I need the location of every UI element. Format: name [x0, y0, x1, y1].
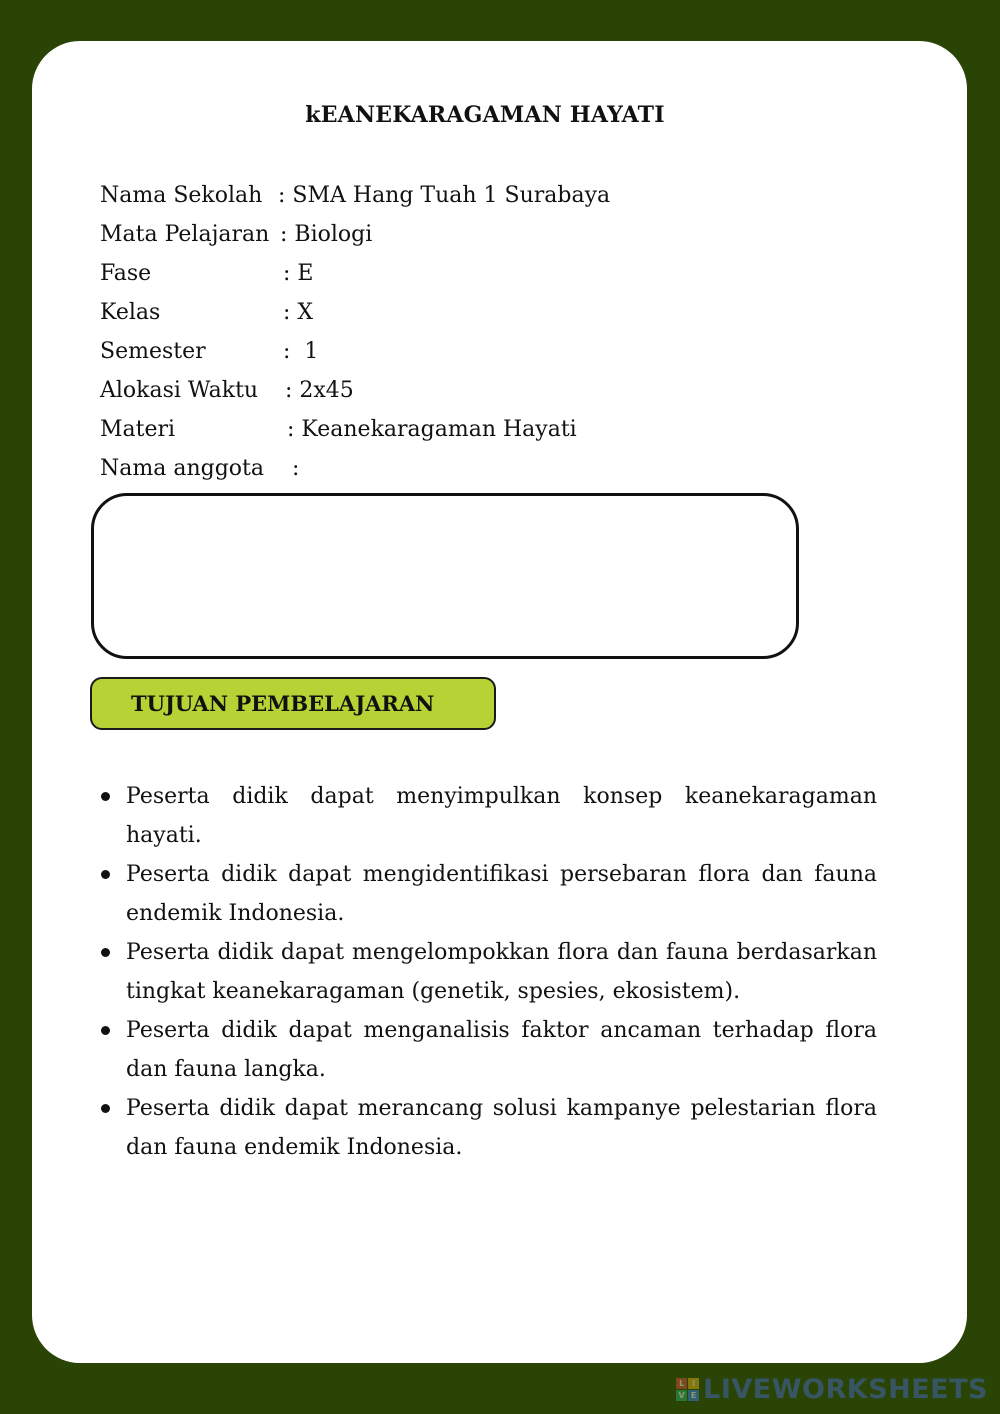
member-names-input[interactable] [91, 493, 799, 659]
liveworksheets-logo-icon [676, 1378, 699, 1401]
info-row-material [100, 410, 577, 449]
info-row-time [100, 371, 354, 410]
info-value: : 1 [283, 339, 319, 364]
info-row-subject [100, 215, 373, 254]
info-row-school [100, 176, 611, 215]
info-label: Nama anggota [100, 456, 264, 481]
info-value: : 2x45 [285, 378, 354, 403]
info-label: Semester [100, 339, 206, 364]
learning-goals-list [100, 777, 877, 1167]
info-value: : SMA Hang Tuah 1 Surabaya [278, 183, 611, 208]
logo-letter: E [688, 1390, 699, 1401]
info-value: : Keanekaragaman Hayati [287, 417, 577, 442]
info-value: : X [283, 300, 314, 325]
info-label: Mata Pelajaran [100, 222, 270, 247]
bullet-icon [101, 792, 110, 801]
logo-letter: L [676, 1378, 687, 1389]
list-item [100, 1089, 877, 1167]
bullet-icon [101, 870, 110, 879]
logo-letter: V [676, 1390, 687, 1401]
goal-text: Peserta didik dapat menyimpulkan konsep keanekaragaman hayati. [126, 784, 877, 848]
bullet-icon [101, 948, 110, 957]
info-label: Alokasi Waktu [100, 378, 259, 403]
info-value: : E [283, 261, 314, 286]
info-label: Materi [100, 417, 176, 442]
info-row-phase [100, 254, 314, 293]
list-item [100, 933, 877, 1011]
info-label: Fase [100, 261, 152, 286]
info-label: Kelas [100, 300, 161, 325]
info-value: : [292, 456, 300, 481]
info-value: : Biologi [280, 222, 373, 247]
liveworksheets-watermark [676, 1374, 988, 1404]
bullet-icon [101, 1026, 110, 1035]
bullet-icon [101, 1104, 110, 1113]
learning-goals-heading-badge [90, 677, 496, 730]
list-item [100, 855, 877, 933]
info-table [100, 176, 611, 488]
info-row-members [100, 449, 300, 488]
watermark-text: LIVEWORKSHEETS [703, 1373, 988, 1405]
info-row-semester [100, 332, 319, 371]
goal-text: Peserta didik dapat merancang solusi kampanye pelestarian flora dan fauna endemik Indonesia. [126, 1096, 877, 1160]
info-label: Nama Sekolah [100, 183, 263, 208]
list-item [100, 777, 877, 855]
list-item [100, 1011, 877, 1089]
logo-letter: I [688, 1378, 699, 1389]
page-title: kEANEKARAGAMAN HAYATI [305, 102, 665, 128]
section-heading: TUJUAN PEMBELAJARAN [131, 691, 435, 716]
goal-text: Peserta didik dapat menganalisis faktor ancaman terhadap flora dan fauna langka. [126, 1018, 877, 1082]
goal-text: Peserta didik dapat mengidentifikasi persebaran flora dan fauna endemik Indonesia. [126, 862, 877, 926]
goal-text: Peserta didik dapat mengelompokkan flora dan fauna berdasarkan tingkat keanekaragaman (genetik, spesies, ekosistem). [126, 940, 877, 1004]
info-row-class [100, 293, 314, 332]
